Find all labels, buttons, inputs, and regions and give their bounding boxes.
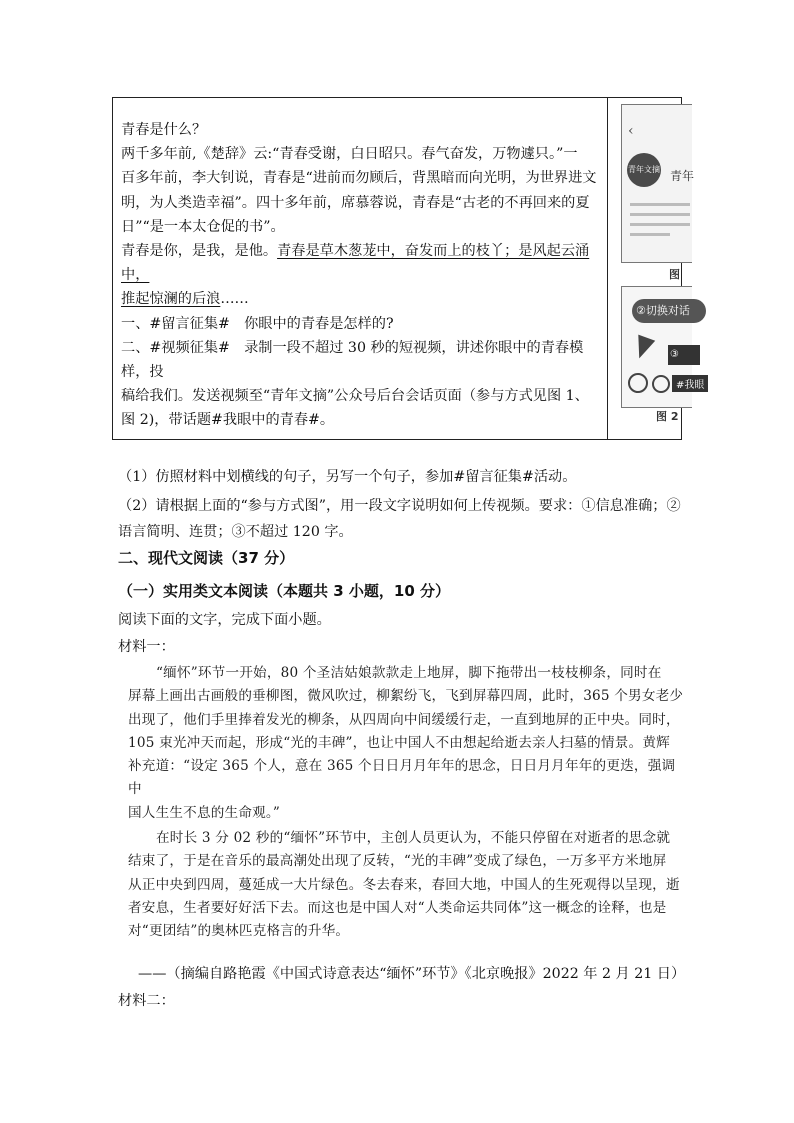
question-2-cont: 语言简明、连贯；③不超过 120 字。 <box>118 524 353 540</box>
material-box-text <box>121 118 601 433</box>
section-subtitle: （一）实用类文本阅读（本题共 3 小题，10 分） <box>118 582 450 600</box>
circle-icon <box>652 375 670 393</box>
material-1-label: 材料一： <box>118 639 175 655</box>
account-logo: 青年文摘 <box>627 153 661 187</box>
question-2: （2）请根据上面的“参与方式图”，用一段文字说明如何上传视频。要求：①信息准确；② <box>118 498 681 514</box>
question-1: （1）仿照材料中划横线的句子，另写一个句子，参加#留言征集#活动。 <box>118 469 577 485</box>
figure-1-screenshot <box>621 104 695 263</box>
text-line-placeholder <box>630 203 690 206</box>
passage-line: 105 束光冲天而起，形成“光的丰碑”，也让中国人不由想起给逝去亲人扫墓的情景。黄辉 <box>128 734 670 751</box>
passage-line: 国人生生不息的生命观。” <box>128 804 281 821</box>
ellipsis: …… <box>220 291 249 308</box>
passage-line: 对“更团结”的奥林匹克格言的升华。 <box>128 923 350 940</box>
passage-line: 出现了，他们手里捧着发光的柳条，从四周向中间缓缓行走，一直到地屏的正中央。同时， <box>128 711 680 728</box>
switch-dialog-button: ②切换对话 <box>632 299 706 323</box>
video-call: 二、#视频征集# 录制一段不超过 30 秒的短视频，讲述你眼中的青春模样，投 <box>121 339 584 381</box>
account-title: 青年 <box>670 169 695 183</box>
plain-text: 青春是你，是我，是他。 <box>121 243 278 260</box>
figure-2-caption: 图 2 <box>656 410 679 423</box>
underlined-sentence: 青春是草木葱茏中，奋发而上的枝丫；是风起云涌中， <box>121 243 590 284</box>
video-call-end: 图 2)，带话题#我眼中的青春#。 <box>121 412 335 429</box>
figure-1-caption: 图 <box>669 268 680 281</box>
step-chip: ③ <box>668 345 700 365</box>
arrow-down-icon <box>631 335 655 362</box>
message-call: 一、#留言征集# 你眼中的青春是怎样的? <box>121 315 394 332</box>
box-line <box>121 239 601 287</box>
text-line-placeholder <box>630 233 670 236</box>
box-line: 百多年前，李大钊说，青春是“进前而勿顾后，背黑暗而向光明，为世界进文 <box>121 170 597 187</box>
passage-line: 补充道：“设定 365 个人，意在 365 个日日月月年年的思念，日日月月年年的更迭，强调中 <box>128 758 676 798</box>
material-box <box>112 97 705 440</box>
passage-line: 屏幕上画出古画般的垂柳图，微风吹过，柳絮纷飞，飞到屏幕四周，此时，365 个男女老少 <box>128 688 684 705</box>
figure-2-screenshot <box>621 286 705 408</box>
underlined-sentence-end: 推起惊澜的后浪 <box>121 291 221 308</box>
box-line: 两千多年前,《楚辞》云:“青春受谢，白日昭只。春气奋发，万物遽只。”一 <box>121 146 578 163</box>
box-line: 日”“是一本太仓促的书”。 <box>121 218 285 235</box>
text-line-placeholder <box>630 223 690 226</box>
box-line: 青春是什么？ <box>121 122 207 138</box>
box-line: 明，为人类造幸福”。四十多年前，席慕蓉说，青春是“古老的不再回来的夏 <box>121 194 590 211</box>
passage-line: 结束了，于是在音乐的最高潮处出现了反转，“光的丰碑”变成了绿色，一万多平方米地屏 <box>128 853 667 870</box>
passage-line: 在时长 3 分 02 秒的“缅怀”环节中，主创人员更认为，不能只停留在对逝者的思念就 <box>156 830 671 847</box>
video-call-cont: 稿给我们。发送视频至“青年文摘”公众号后台会话页面（参与方式见图 1、 <box>121 388 589 405</box>
circle-icon <box>628 373 648 393</box>
instruction: 阅读下面的文字，完成下面小题。 <box>118 612 331 628</box>
hashtag-chip: #我眼 <box>672 375 708 392</box>
column-divider <box>607 98 608 439</box>
back-arrow-icon: ‹ <box>628 123 634 139</box>
passage-line: 者安息，生者要好好活下去。而这也是中国人对“人类命运共同体”这一概念的诠释，也是 <box>128 899 667 916</box>
section-title: 二、现代文阅读（37 分） <box>118 549 295 567</box>
material-2-label: 材料二： <box>118 993 175 1009</box>
text-line-placeholder <box>630 213 690 216</box>
box-line <box>121 287 601 311</box>
passage-line: “缅怀”环节一开始，80 个圣洁姑娘款款走上地屏，脚下拖带出一枝枝柳条，同时在 <box>156 665 662 681</box>
source-citation: ——（摘编自路艳霞《中国式诗意表达“缅怀”环节》《北京晚报》2022 年 2 月 21 日） <box>138 966 686 982</box>
passage-line: 从正中央到四周，蔓延成一大片绿色。冬去春来，春回大地，中国人的生死观得以呈现，逝 <box>128 876 680 893</box>
material-1-passage <box>128 662 684 944</box>
